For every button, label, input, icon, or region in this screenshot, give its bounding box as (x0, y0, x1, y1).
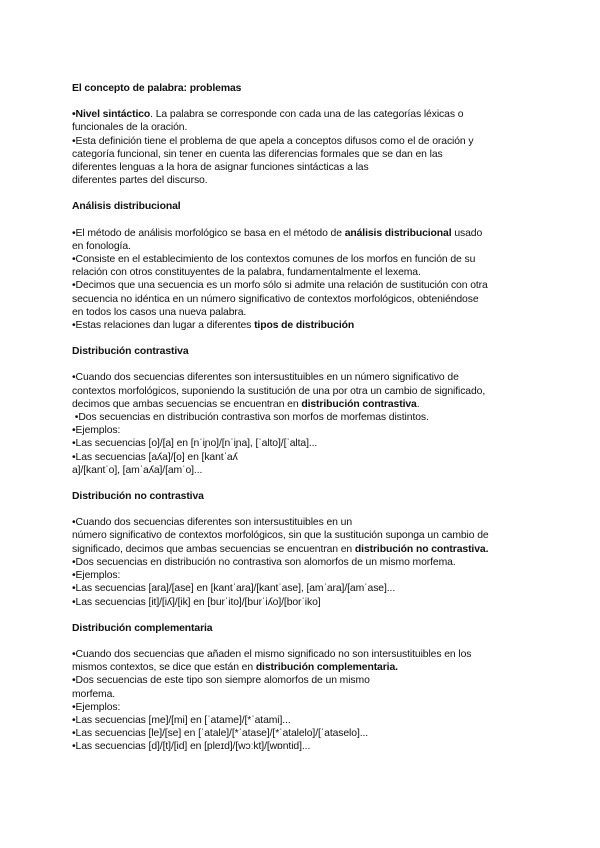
bold-term: análisis distribucional (344, 227, 452, 239)
paragraph-line: •Dos secuencias en distribución contrastiva son morfos de morfemas distintos. (72, 412, 429, 424)
paragraph-line: •Cuando dos secuencias diferentes son intersustituibles en un (72, 517, 352, 529)
paragraph-line: número significativo de contextos morfológicos, sin que la sustitución suponga un cambio de (72, 530, 489, 542)
paragraph-line: •Cuando dos secuencias diferentes son intersustituibles en un número significativo de (72, 372, 459, 384)
paragraph-line: •Las secuencias [aʎa]/[o] en [kantˈaʎ (72, 451, 238, 463)
section-heading: Análisis distribucional (72, 201, 181, 213)
paragraph-line: contextos morfológicos, suponiendo la sustitución de una por otra un cambio de significado, (72, 385, 486, 397)
paragraph-line: •Las secuencias [le]/[se] en [ˈatale]/[*ˈatase]/[*ˈatalelo]/[ˈataselo]... (72, 728, 369, 740)
paragraph-line: decimos que ambas secuencias se encuentran en distribución contrastiva. (72, 398, 420, 410)
section-analisis-distribucional (72, 227, 532, 333)
section-heading: Distribución contrastiva (72, 346, 189, 358)
paragraph-line: •Consiste en el establecimiento de los contextos comunes de los morfos en función de su (72, 254, 476, 266)
paragraph-line: •Las secuencias [it]/[iʎ]/[ik] en [burˈito]/[burˈiʎo]/[borˈiko] (72, 596, 321, 608)
paragraph-line: •Las secuencias [o]/[a] en [nˈiɲo]/[nˈiɲa], [ˈalto]/[ˈalta]... (72, 438, 318, 450)
paragraph-line: funcionales de la oración. (72, 122, 188, 134)
paragraph-line: •Ejemplos: (72, 425, 121, 437)
paragraph-line: •Dos secuencias en distribución no contrastiva son alomorfos de un mismo morfema. (72, 556, 456, 568)
bold-term: distribución contrastiva (301, 398, 417, 410)
bold-term: distribución no contrastiva. (354, 543, 489, 555)
intro-section (72, 108, 532, 187)
paragraph-line: diferentes lenguas a la hora de asignar funciones sintácticas a las (72, 162, 369, 174)
paragraph-line: a]/[kantˈo], [amˈaʎa]/[amˈo]... (72, 464, 203, 476)
paragraph-line: •Nivel sintáctico. La palabra se corresponde con cada una de las categorías léxicas o (72, 109, 464, 121)
paragraph-line: diferentes partes del discurso. (72, 175, 208, 187)
section-distribucion-contrastiva (72, 371, 532, 477)
paragraph-line: •Las secuencias [d]/[t]/[id] en [pleɪd]/[wɔːkt]/[wɒntid]... (72, 741, 311, 753)
bold-term: distribución complementaria. (255, 662, 398, 674)
document-title: El concepto de palabra: problemas (72, 83, 242, 94)
bold-term: •Nivel sintáctico (72, 109, 151, 121)
paragraph-line: •Las secuencias [me]/[mi] en [ˈatame]/[*ˈatami]... (72, 714, 291, 726)
paragraph-line: •Ejemplos: (72, 701, 121, 713)
paragraph-line: •Esta definición tiene el problema de que apela a conceptos difusos como el de oración y (72, 135, 474, 147)
section-distribucion-no-contrastiva (72, 516, 532, 608)
paragraph-line: significado, decimos que ambas secuencias se encuentran en distribución no contrastiva. (72, 543, 489, 555)
paragraph-line: •Decimos que una secuencia es un morfo sólo si admite una relación de sustitución con otra (72, 280, 488, 292)
paragraph-line: •El método de análisis morfológico se basa en el método de análisis distribucional usado (72, 227, 483, 239)
paragraph-line: en fonología. (72, 240, 131, 252)
section-heading: Distribución complementaria (72, 622, 213, 634)
paragraph-line: secuencia no idéntica en un número significativo de contextos morfológicos, obteniéndose (72, 293, 479, 305)
section-distribucion-complementaria (72, 648, 532, 754)
paragraph-line: •Cuando dos secuencias que añaden el mismo significado no son intersustituibles en los (72, 648, 472, 660)
section-heading: Distribución no contrastiva (72, 491, 204, 503)
paragraph-line: morfema. (72, 688, 116, 700)
paragraph-line: •Dos secuencias de este tipo son siempre alomorfos de un mismo (72, 675, 370, 687)
paragraph-line: •Ejemplos: (72, 570, 121, 582)
paragraph-line: categoría funcional, sin tener en cuenta las diferencias formales que se dan en las (72, 148, 443, 160)
paragraph-line: mismos contextos, se dice que están en distribución complementaria. (72, 662, 398, 674)
document-page (72, 82, 532, 754)
paragraph-line: •Estas relaciones dan lugar a diferentes tipos de distribución (72, 320, 355, 332)
bold-term: tipos de distribución (254, 320, 355, 332)
paragraph-line: en todos los casos una nueva palabra. (72, 306, 247, 318)
paragraph-line: •Las secuencias [ara]/[ase] en [kantˈara]/[kantˈase], [amˈara]/[amˈase]... (72, 583, 396, 595)
paragraph-line: relación con otros constituyentes de la palabra, fundamentalmente el lexema. (72, 267, 421, 279)
